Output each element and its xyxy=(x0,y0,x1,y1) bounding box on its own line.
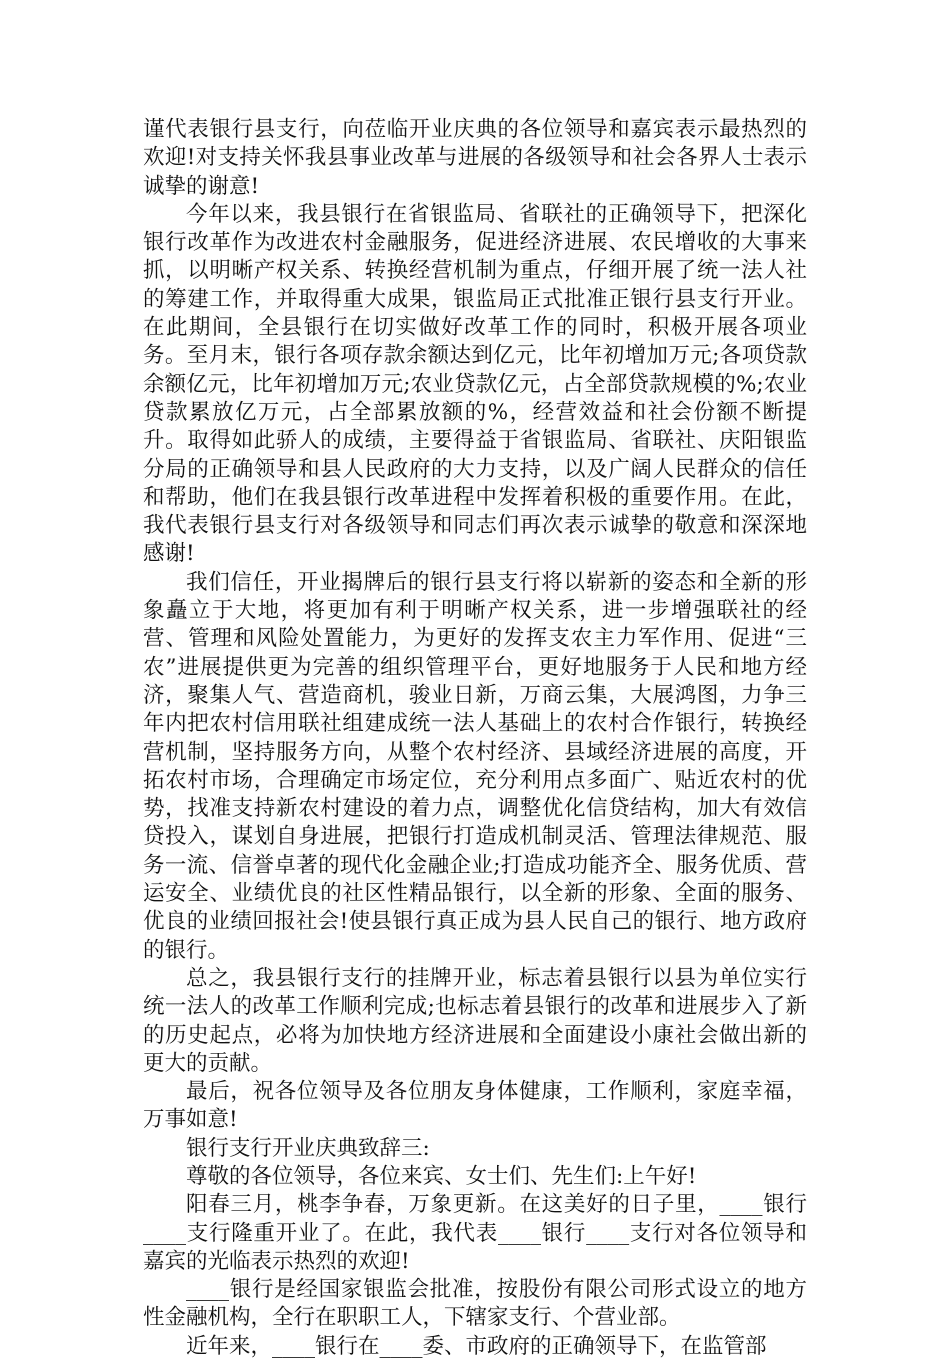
paragraph-8: 阳春三月，桃李争春，万象更新。在这美好的日子里，____银行____支行隆重开业了。在此，我代表____银行____支行对各位领导和嘉宾的光临表示热烈的欢迎! xyxy=(143,1192,807,1274)
paragraph-4: 总之，我县银行支行的挂牌开业，标志着县银行以县为单位实行统一法人的改革工作顺利完成;也标志着县银行的改革和进展步入了新的历史起点，必将为加快地方经济进展和全面建设小康社会做出新的更大的贡献。 xyxy=(143,965,807,1076)
paragraph-2: 今年以来，我县银行在省银监局、省联社的正确领导下，把深化银行改革作为改进农村金融服务，促进经济进展、农民增收的大事来抓，以明晰产权关系、转换经营机制为重点，仔细开展了统一法人社的筹建工作，并取得重大成果，银监局正式批准正银行县支行开业。在此期间，全县银行在切实做好改革工作的同时，积极开展各项业务。至月末，银行各项存款余额达到亿元，比年初增加万元;各项贷款余额亿元，比年初增加万元;农业贷款亿元，占全部贷款规模的%;农业贷款累放亿万元，占全部累放额的%，经营效益和社会份额不断提升。取得如此骄人的成绩，主要得益于省银监局、省联社、庆阳银监分局的正确领导和县人民政府的大力支持，以及广阔人民群众的信任和帮助，他们在我县银行改革进程中发挥着积极的重要作用。在此，我代表银行县支行对各级领导和同志们再次表示诚挚的敬意和深深地感谢! xyxy=(143,201,807,567)
paragraph-5: 最后，祝各位领导及各位朋友身体健康，工作顺利，家庭幸福，万事如意! xyxy=(143,1079,807,1133)
paragraph-3: 我们信任，开业揭牌后的银行县支行将以崭新的姿态和全新的形象矗立于大地，将更加有利于明晰产权关系，进一步增强联社的经营、管理和风险处置能力，为更好的发挥支农主力军作用、促进“三农”进展提供更为完善的组织管理平台，更好地服务于人民和地方经济，聚集人气、营造商机，骏业日新，万商云集，大展鸿图，力争三年内把农村信用联社组建成统一法人基础上的农村合作银行，转换经营机制，坚持服务方向，从整个农村经济、县域经济进展的高度，开拓农村市场，合理确定市场定位，充分利用点多面广、贴近农村的优势，找准支持新农村建设的着力点，调整优化信贷结构，加大有效信贷投入，谋划自身进展，把银行打造成机制灵活、管理法律规范、服务一流、信誉卓著的现代化金融企业;打造成功能齐全、服务优质、营运安全、业绩优良的社区性精品银行，以全新的形象、全面的服务、优良的业绩回报社会!使县银行真正成为县人民自己的银行、地方政府的银行。 xyxy=(143,569,807,963)
paragraph-9: ____银行是经国家银监会批准，按股份有限公司形式设立的地方性金融机构，全行在职职工人，下辖家支行、个营业部。 xyxy=(143,1277,807,1331)
paragraph-10: 近年来，____银行在____委、市政府的正确领导下，在监管部 xyxy=(186,1333,767,1359)
document-page xyxy=(143,116,807,1361)
section-heading: 银行支行开业庆典致辞三: xyxy=(186,1135,430,1161)
paragraph-1: 谨代表银行县支行，向莅临开业庆典的各位领导和嘉宾表示最热烈的欢迎!对支持关怀我县事业改革与进展的各级领导和社会各界人士表示诚挚的谢意! xyxy=(143,117,807,199)
salutation: 尊敬的各位领导，各位来宾、女士们、先生们:上午好! xyxy=(186,1163,697,1189)
